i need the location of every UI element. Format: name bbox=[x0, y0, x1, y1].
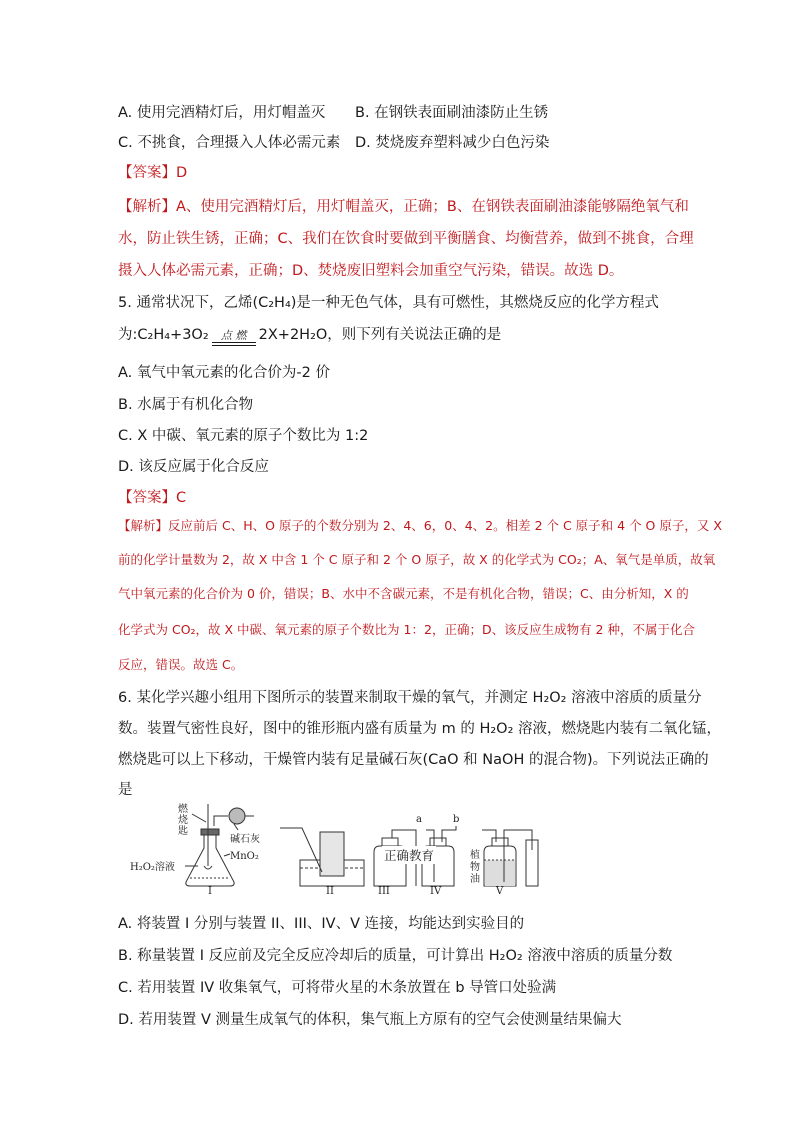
answer-value: D bbox=[176, 165, 188, 181]
q5-analysis-line: 气中氧元素的化合价为 0 价，错误；B、水中不含碳元素，不是有机化合物，错误；C、由分析知，X 的 bbox=[118, 586, 689, 601]
q4-option-a: A. 使用完酒精灯后，用灯帽盖灭 bbox=[118, 105, 326, 121]
q5-equation: 为:C₂H₄+3O₂ 点 燃 2X+2H₂O，则下列有关说法正确的是 bbox=[118, 325, 501, 346]
label-iv: IV bbox=[430, 886, 442, 894]
q4-option-b: B. 在钢铁表面刷油漆防止生锈 bbox=[355, 105, 549, 121]
analysis-tag: 【解析】 bbox=[118, 199, 176, 215]
q5-analysis-line: 反应，错误。故选 C。 bbox=[118, 657, 244, 672]
q5-option-a: A. 氧气中氧元素的化合价为-2 价 bbox=[118, 365, 330, 381]
q4-analysis-line: 摄入人体必需元素，正确；D、焚烧废旧塑料会加重空气污染，错误。故选 D。 bbox=[118, 263, 624, 279]
watermark: 正确教育 bbox=[384, 848, 435, 863]
q6-option-d: D. 若用装置 V 测量生成氧气的体积，集气瓶上方原有的空气会使测量结果偏大 bbox=[118, 1012, 622, 1028]
svg-text:烧: 烧 bbox=[178, 815, 188, 826]
q4-analysis-line: 水，防止铁生锈，正确；C、我们在饮食时要做到平衡膳食、均衡营养，做到不挑食，合理 bbox=[118, 231, 694, 247]
q5-stem: 5. 通常状况下，乙烯(C₂H₄)是一种无色气体，具有可燃性，其燃烧反应的化学方程式 bbox=[118, 295, 659, 311]
q5-analysis-line: 【解析】反应前后 C、H、O 原子的个数分别为 2、4、6，0、4、2。相差 2 个 C 原子和 4 个 O 原子，又 X bbox=[118, 518, 722, 533]
q6-stem-line: 数。装置气密性良好，图中的锥形瓶内盛有质量为 m 的 H₂O₂ 溶液，燃烧匙内装有二氧化锰， bbox=[118, 721, 721, 737]
reaction-condition: 点 燃 bbox=[212, 330, 256, 346]
q6-option-b: B. 称量装置 I 反应前及完全反应冷却后的质量，可计算出 H₂O₂ 溶液中溶质的质量分数 bbox=[118, 948, 673, 964]
q6-stem-line: 燃烧匙可以上下移动，干燥管内装有足量碱石灰(CaO 和 NaOH 的混合物)。下列说法正确的 bbox=[118, 752, 709, 768]
q4-option-c: C. 不挑食，合理摄入人体必需元素 bbox=[118, 135, 341, 151]
apparatus-figure bbox=[130, 802, 550, 894]
label-i: I bbox=[208, 886, 212, 894]
apparatus-v-bottle bbox=[482, 830, 538, 886]
svg-text:油: 油 bbox=[470, 874, 480, 885]
label-oil: 植 bbox=[470, 850, 480, 861]
q6-option-c: C. 若用装置 IV 收集氧气，可将带火星的木条放置在 b 导管口处验满 bbox=[118, 980, 557, 996]
apparatus-i-flask bbox=[185, 804, 254, 886]
label-b: b bbox=[453, 814, 460, 825]
q5-answer: 【答案】C bbox=[118, 490, 187, 506]
q6-stem-line: 是 bbox=[118, 782, 133, 798]
q4-answer bbox=[118, 163, 187, 183]
label-ii: II bbox=[326, 886, 334, 894]
label-h2o2: H₂O₂溶液 bbox=[130, 862, 175, 873]
label-soda-lime: 碱石灰 bbox=[230, 834, 260, 845]
q6-option-a: A. 将装置 I 分别与装置 II、III、IV、V 连接，均能达到实验目的 bbox=[118, 916, 525, 932]
q5-option-d: D. 该反应属于化合反应 bbox=[118, 459, 269, 475]
q4-option-d: D. 焚烧废弃塑料减少白色污染 bbox=[355, 135, 550, 151]
label-v: V bbox=[496, 886, 504, 894]
q4-analysis-line: 【解析】A、使用完酒精灯后，用灯帽盖灭，正确；B、在钢铁表面刷油漆能够隔绝氧气和 bbox=[118, 199, 689, 215]
apparatus-ii-trough bbox=[280, 828, 364, 886]
label-a: a bbox=[416, 814, 422, 825]
q5-analysis-line: 前的化学计量数为 2，故 X 中含 1 个 C 原子和 2 个 O 原子，故 X 的化学式为 CO₂；A、氧气是单质，故氧 bbox=[118, 552, 716, 567]
q5-option-c: C. X 中碳、氧元素的原子个数比为 1:2 bbox=[118, 428, 369, 444]
q6-stem-line: 6. 某化学兴趣小组用下图所示的装置来制取干燥的氧气，并测定 H₂O₂ 溶液中溶质的质量分 bbox=[118, 690, 702, 706]
label-spoon: 燃 bbox=[178, 804, 188, 815]
svg-text:匙: 匙 bbox=[178, 826, 188, 837]
label-iii: III bbox=[378, 886, 390, 894]
answer-tag: 【答案】 bbox=[118, 165, 176, 181]
q5-analysis-line: 化学式为 CO₂，故 X 中碳、氧元素的原子个数比为 1：2，正确；D、该反应生成物有 2 种，不属于化合 bbox=[118, 622, 695, 637]
q5-option-b: B. 水属于有机化合物 bbox=[118, 397, 254, 413]
svg-text:物: 物 bbox=[470, 862, 480, 873]
label-mno2: MnO₂ bbox=[230, 851, 259, 862]
